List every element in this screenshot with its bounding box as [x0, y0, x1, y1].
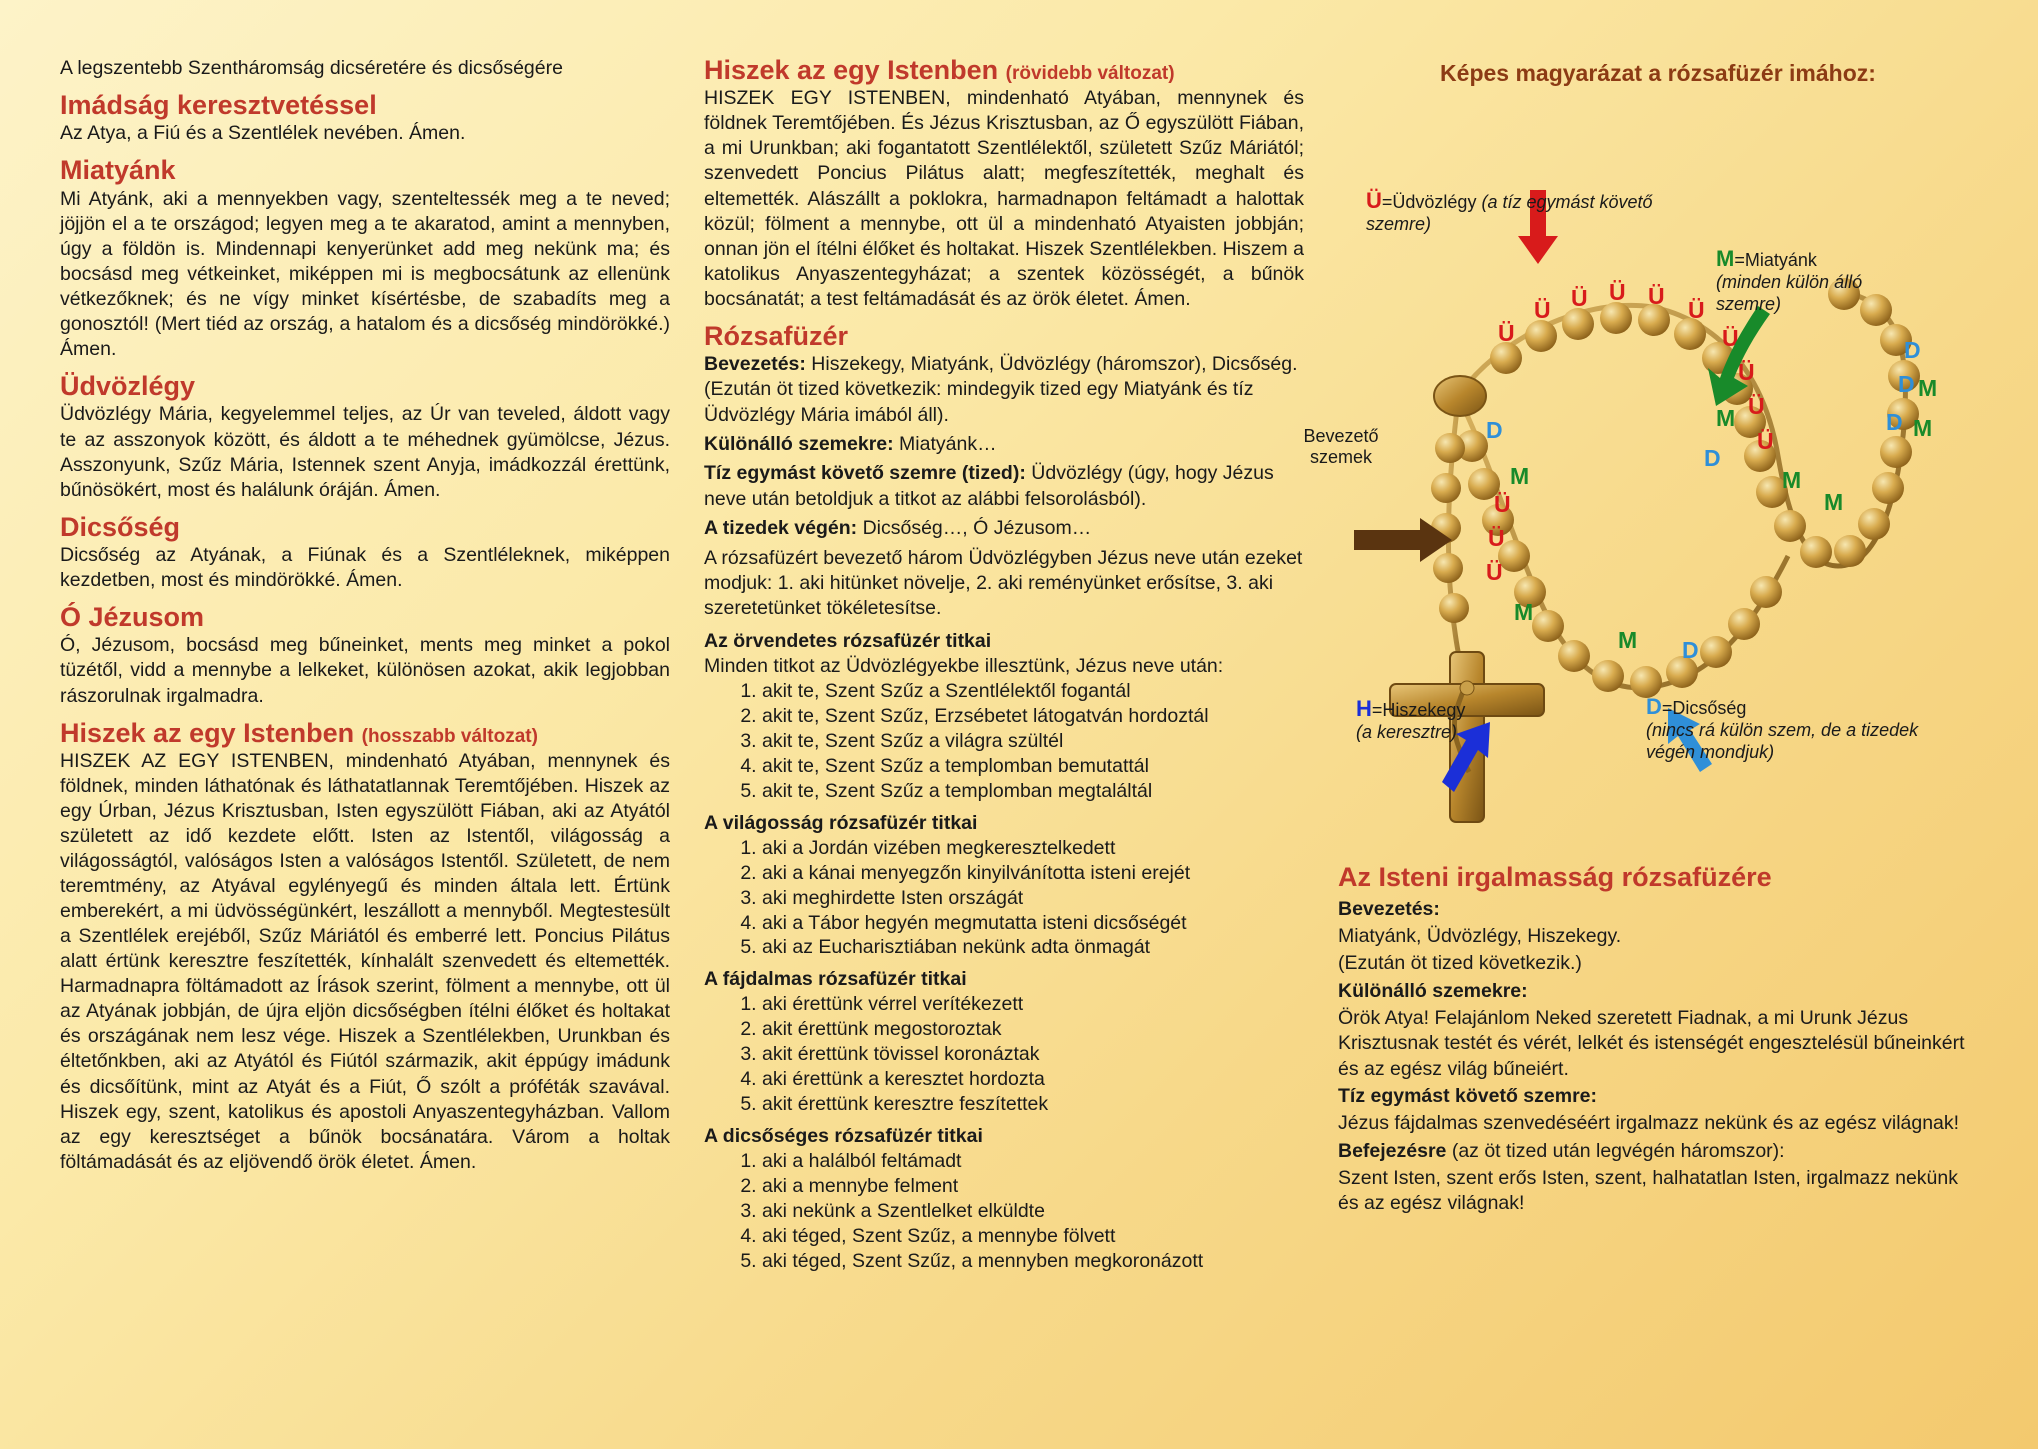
- rosary-separate-beads-label: Különálló szemekre:: [704, 433, 894, 456]
- section-title-o-my-jesus: Ó Jézusom: [60, 602, 205, 633]
- svg-text:Ü: Ü: [1757, 427, 1774, 454]
- mysteries-luminous-list: [704, 836, 1304, 961]
- mercy-intro-label-text: Bevezetés:: [1338, 897, 1440, 920]
- mercy-separate-label-text: Különálló szemekre:: [1338, 979, 1528, 1002]
- mysteries-joyful-intro: Minden titkot az Üdvözlégyekbe illesztünk, Jézus neve után:: [704, 654, 1224, 677]
- legend-h-note: (a keresztre): [1356, 721, 1458, 742]
- creed-long-subtitle: (hosszabb változat): [361, 725, 538, 747]
- list-item: 2. aki a kánai menyegzőn kinyilvánította isteni erejét: [762, 861, 1304, 886]
- mercy-intro-label: [1338, 897, 1978, 922]
- mercy-separate-text: Örök Atya! Felajánlom Neked szeretett Fiadnak, a mi Urunk Jézus Krisztusnak testét és vérét, lelkét és istenségét engesztelésül bűneinkért és az egész világ bűneiért.: [1338, 1006, 1965, 1080]
- legend-d-text: =Dicsőség: [1661, 697, 1747, 718]
- section-title-our-father: Miatyánk: [60, 155, 176, 186]
- mercy-separate-label: [1338, 979, 1978, 1004]
- legend-h-text: =Hiszekegy: [1371, 699, 1466, 720]
- mercy-closing-text: Szent Isten, szent erős Isten, szent, halhatatlan Isten, irgalmazz nekünk és az egész világnak!: [1338, 1167, 1959, 1215]
- legend-m-note: (minden külön álló szemre): [1716, 271, 1863, 314]
- svg-text:Ü: Ü: [1486, 558, 1503, 585]
- rosary-decade-line: [704, 461, 1304, 512]
- legend-d-key: D: [1646, 693, 1662, 719]
- o-my-jesus-text: Ó, Jézusom, bocsásd meg bűneinket, ments meg minket a pokol tüzétől, vidd a mennybe a lelkeket, különösen azokat, akik legjobban rászorulnak irgalmadra.: [60, 634, 670, 707]
- mercy-decade-text: Jézus fájdalmas szenvedéséért irgalmazz nekünk és az egész világnak!: [1338, 1112, 1960, 1135]
- list-item: 4. aki érettünk a keresztet hordozta: [762, 1067, 1304, 1092]
- svg-text:Ü: Ü: [1722, 324, 1739, 351]
- rosary-three-hail-marys-text: A rózsafüzért bevezető három Üdvözlégyben Jézus neve után ezeket modjuk: 1. aki hitünket növelje, 2. aki reményünket erősítse, 3. aki szeretetünket tökéletesítse.: [704, 546, 1303, 620]
- svg-text:D: D: [1886, 408, 1903, 435]
- svg-text:M: M: [1782, 466, 1802, 493]
- legend-u-text: =Üdvözlégy: [1381, 191, 1477, 212]
- diagram-title: Képes magyarázat a rózsafüzér imához:: [1440, 60, 1876, 86]
- list-item: 1. aki a halálból feltámadt: [762, 1149, 1304, 1174]
- svg-text:M: M: [1918, 374, 1938, 401]
- mysteries-sorrowful-title: A fájdalmas rózsafüzér titkai: [704, 968, 967, 991]
- rosary-illustration: [1303, 96, 1978, 856]
- mysteries-sorrowful: [704, 968, 1304, 1117]
- list-item: 2. aki a mennybe felment: [762, 1174, 1304, 1199]
- hail-mary-text: Üdvözlégy Mária, kegyelemmel teljes, az Úr van teveled, áldott vagy te az asszonyok között, és áldott a te méhednek gyümölcse, Jézus. Asszonyunk, Szűz Mária, Istennek szent Anyja, imádkozzál érettünk, bűnösökért, most és halálunk óráján. Ámen.: [60, 403, 670, 501]
- column-prayers: [60, 56, 670, 1429]
- column-rosary: [704, 56, 1304, 1429]
- list-item: 3. aki nekünk a Szentlelket elküldte: [762, 1199, 1304, 1224]
- svg-text:D: D: [1704, 444, 1721, 471]
- rosary-intro-label: Bevezetés:: [704, 353, 806, 376]
- rosary-intro-text: Hiszekegy, Miatyánk, Üdvözlégy (háromszor), Dicsőség. (Ezután öt tized következik: mindegyik tized egy Miatyánk és tíz Üdvözlégy Mária imából áll).: [704, 353, 1298, 426]
- mysteries-luminous-title: A világosság rózsafüzér titkai: [704, 811, 978, 834]
- mercy-intro-text2: (Ezután öt tized következik.): [1338, 952, 1582, 975]
- list-item: 3. akit te, Szent Szűz a világra szültél: [762, 729, 1304, 754]
- mercy-intro-text: Miatyánk, Üdvözlégy, Hiszekegy.: [1338, 924, 1622, 947]
- bead-group-pendant: [1431, 433, 1469, 623]
- rosary-separate-beads-text: Miatyánk…: [893, 433, 997, 456]
- list-item: 2. akit érettünk megostoroztak: [762, 1017, 1304, 1042]
- rosary-decade-text: Üdvözlégy (úgy, hogy Jézus neve után betoldjuk a titkot az alábbi felsorolásból).: [704, 462, 1274, 510]
- svg-text:Ü: Ü: [1748, 392, 1765, 419]
- mercy-decade-label: [1338, 1084, 1978, 1109]
- glory-be-text: Dicsőség az Atyának, a Fiúnak és a Szentléleknek, miképpen kezdetben, most és mindörökké. Ámen.: [60, 543, 670, 592]
- list-item: 1. akit te, Szent Szűz a Szentlélektől fogantál: [762, 679, 1304, 704]
- list-item: 1. aki érettünk vérrel verítékezett: [762, 992, 1304, 1017]
- mysteries-glorious-title: A dicsőséges rózsafüzér titkai: [704, 1125, 983, 1148]
- rosary-end-of-decade-label: A tizedek végén:: [704, 517, 858, 540]
- list-item: 5. akit te, Szent Szűz a templomban megtaláltál: [762, 779, 1304, 804]
- svg-text:M: M: [1824, 488, 1844, 515]
- section-title-creed-long: [60, 719, 670, 747]
- rosary-end-of-decade-line: [704, 516, 1304, 541]
- list-item: 5. aki az Eucharisztiában nekünk adta önmagát: [762, 935, 1304, 960]
- legend-our-father: [1716, 246, 1916, 316]
- svg-text:Ü: Ü: [1571, 284, 1588, 311]
- dedication-line: A legszentebb Szentháromság dicséretére és dicsőségére: [60, 57, 563, 79]
- svg-text:M: M: [1514, 598, 1534, 625]
- legend-intro-beads-text: Bevezető szemek: [1303, 425, 1379, 468]
- creed-short-title: Hiszek az egy Istenben: [704, 55, 999, 85]
- our-father-text: Mi Atyánk, aki a mennyekben vagy, szenteltessék meg a te neved; jöjjön el a te országod; legyen meg a te akaratod, amint a mennyben, úgy a földön is. Mindennapi kenyerünket add meg nekünk ma; és bocsásd meg vétkeinket, miképpen mi is megbocsátunk az ellenünk vétkezőknek; és ne vígy minket kísértésbe, de szabadíts meg a gonosztól! (Mert tiéd az ország, a hatalom és a dicsőség mindörökké.) Ámen.: [60, 187, 670, 361]
- mercy-closing-label: [1338, 1139, 1978, 1164]
- svg-text:Ü: Ü: [1498, 319, 1515, 346]
- section-title-hail-mary: Üdvözlégy: [60, 371, 196, 402]
- svg-text:Ü: Ü: [1534, 296, 1551, 323]
- legend-m-key: M: [1716, 245, 1735, 271]
- svg-text:D: D: [1682, 636, 1699, 663]
- legend-hail-mary: [1366, 188, 1666, 236]
- svg-text:D: D: [1486, 416, 1503, 443]
- creed-short-text: HISZEK EGY ISTENBEN, mindenható Atyában, mennynek és földnek Teremtőjében. És Jézus Krisztusban, az Ő egyszülött Fiában, a mi Urunkban; aki fogantatott Szentlélektől, született Szűz Máriától; szenvedett Poncius Pilátus alatt; megfeszítették, meghalt és eltemették. Alászállt a poklokra, harmadnapon feltámadt a halottak közül; fölment a mennybe, ott ül a mindenható Atyaisten jobbján; onnan jön el ítélni élőket és holtakat. Hiszek Szentlélekben. Hiszem a katolikus Anyaszentegyházat; a szentek közösségét, a bűnök bocsánatát; a test feltámadását és az örök életet. Ámen.: [704, 87, 1304, 310]
- mysteries-joyful-title: Az örvendetes rózsafüzér titkai: [704, 629, 992, 652]
- legend-u-key: Ü: [1366, 187, 1382, 213]
- svg-text:Ü: Ü: [1688, 296, 1705, 323]
- svg-text:Ü: Ü: [1609, 278, 1626, 305]
- creed-long-title: Hiszek az egy Istenben: [60, 717, 355, 748]
- mysteries-glorious-list: [704, 1149, 1304, 1274]
- legend-glory-be: [1646, 694, 1966, 764]
- legend-h-key: H: [1356, 695, 1372, 721]
- mercy-closing-paren: (az öt tized után legvégén háromszor):: [1451, 1139, 1785, 1162]
- svg-text:D: D: [1898, 370, 1915, 397]
- legend-creed: [1356, 696, 1536, 744]
- legend-d-note: (nincs rá külön szem, de a tizedek végén mondjuk): [1646, 719, 1919, 762]
- column-diagram: [1303, 56, 1978, 1429]
- rosary-end-of-decade-text: Dicsőség…, Ó Jézusom…: [857, 517, 1092, 540]
- section-title-creed-short: [704, 56, 1304, 84]
- rosary-centerpiece: [1434, 376, 1486, 416]
- list-item: 5. aki téged, Szent Szűz, a mennyben megkoronázott: [762, 1249, 1304, 1274]
- legend-intro-beads: [1286, 426, 1396, 469]
- section-title-divine-mercy: Az Isteni irgalmasság rózsafüzére: [1338, 861, 1772, 892]
- svg-text:Ü: Ü: [1494, 490, 1511, 517]
- mysteries-luminous: [704, 812, 1304, 961]
- section-title-glory-be: Dicsőség: [60, 511, 181, 542]
- mysteries-joyful-list: [704, 679, 1304, 804]
- svg-text:D: D: [1904, 336, 1921, 363]
- section-title-cross-prayer: Imádság keresztvetéssel: [60, 90, 377, 121]
- list-item: 5. akit érettünk keresztre feszítettek: [762, 1092, 1304, 1117]
- rosary-separate-beads-line: [704, 432, 1304, 457]
- list-item: 3. aki meghirdette Isten országát: [762, 886, 1304, 911]
- list-item: 1. aki a Jordán vizében megkeresztelkedett: [762, 836, 1304, 861]
- rosary-decade-label: Tíz egymást követő szemre (tized):: [704, 462, 1026, 485]
- mercy-decade-label-text: Tíz egymást követő szemre:: [1338, 1085, 1598, 1107]
- mysteries-sorrowful-list: [704, 992, 1304, 1117]
- rosary-intro-line: [704, 352, 1304, 428]
- mysteries-glorious: [704, 1125, 1304, 1274]
- creed-short-subtitle: (rövidebb változat): [1005, 63, 1175, 84]
- list-item: 4. aki a Tábor hegyén megmutatta isteni dicsőségét: [762, 911, 1304, 936]
- list-item: 3. akit érettünk tövissel koronáztak: [762, 1042, 1304, 1067]
- svg-text:M: M: [1716, 404, 1736, 431]
- legend-m-text: =Miatyánk: [1734, 249, 1817, 270]
- svg-text:Ü: Ü: [1738, 358, 1755, 385]
- mercy-closing-label-text: Befejezésre: [1338, 1139, 1447, 1162]
- svg-text:Ü: Ü: [1488, 524, 1505, 551]
- legend-u-note: (a tíz egymást követő szemre): [1366, 191, 1653, 234]
- cross-prayer-text: Az Atya, a Fiú és a Szentlélek nevében. Ámen.: [60, 122, 466, 145]
- svg-text:M: M: [1510, 462, 1530, 489]
- svg-text:Ü: Ü: [1648, 282, 1665, 309]
- list-item: 4. aki téged, Szent Szűz, a mennybe fölvett: [762, 1224, 1304, 1249]
- mysteries-joyful: [704, 630, 1304, 804]
- creed-long-text: HISZEK AZ EGY ISTENBEN, mindenható Atyában, mennynek és földnek, minden láthatónak és láthatatlannak Teremtőjében. Hiszek az egy Úrban, Jézus Krisztusban, Isten egyszülött Fiában, aki az Atyától született az idő kezdete előtt. Isten az Istentől, világosság a világosságtól, valóságos Isten a valóságos Istentől. Született, de nem teremtmény, az Atyával egylényegű és minden általa lett. Értünk emberekért, a mi üdvösségünkért, leszállott a mennyből. Megtestesült a Szentlélek erejéből, Szűz Máriától és emberré lett. Poncius Pilátus alatt értünk keresztre feszítették, kínhalált szenvedett és eltemették. Harmadnapra föltámadott az Írások szerint, fölment a mennybe, ott ül az Atyának jobbján, de újra eljön dicsőségben ítélni élőket és holtakat és országának nem lesz vége. Hiszek a Szentlélekben, Urunkban és éltetőnkben, aki az Atyától és Fiútól származik, akit éppúgy imádunk és dicsőítünk, mint az Atyát és a Fiút, Ő szólt a próféták szavával. Hiszek egy, szent, katolikus és apostoli Anyaszentegyházban. Vallom az egy keresztséget a bűnök bocsánatára. Várom a holtak föltámadását és az eljövendő örök életet. Ámen.: [60, 749, 670, 1173]
- list-item: 4. akit te, Szent Szűz a templomban bemutattál: [762, 754, 1304, 779]
- svg-text:M: M: [1913, 414, 1933, 441]
- section-title-rosary: Rózsafüzér: [704, 320, 849, 351]
- svg-text:M: M: [1618, 626, 1638, 653]
- bead-group-lower: [1456, 427, 1782, 698]
- list-item: 2. akit te, Szent Szűz, Erzsébetet látogatván hordoztál: [762, 704, 1304, 729]
